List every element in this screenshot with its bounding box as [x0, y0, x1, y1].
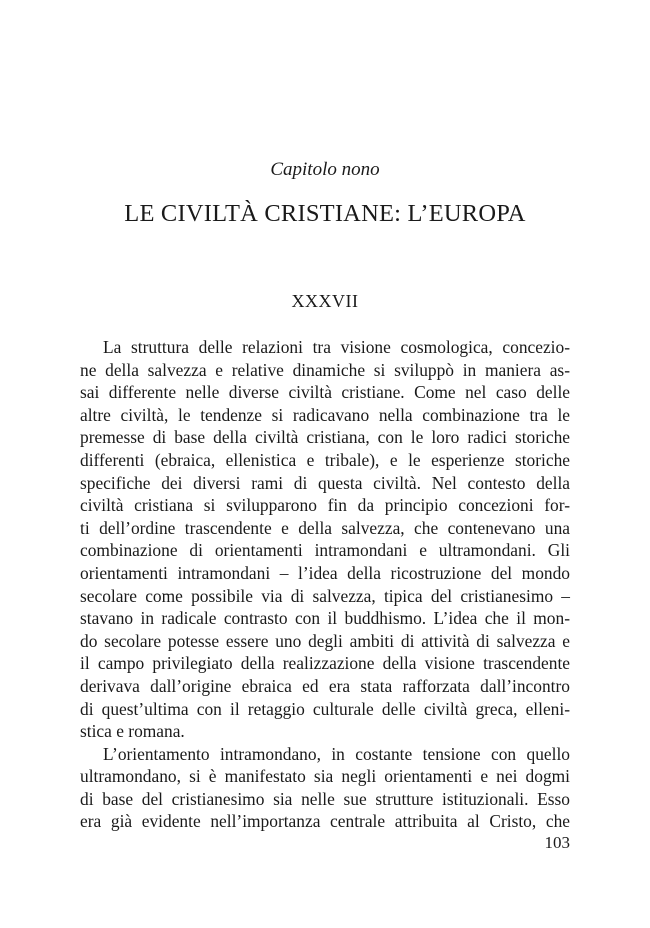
- text-line: premesse di base della civiltà cristiana, con le loro radici storiche: [80, 427, 570, 448]
- chapter-label: Capitolo nono: [270, 159, 380, 180]
- text-line: era già evidente nell’importanza centrale attribuita al Cristo, che: [80, 811, 570, 832]
- text-line: stavano in radicale contrasto con il buddhismo. L’idea che il mon-: [80, 608, 570, 629]
- text-line: combinazione di orientamenti intramondani e ultramondani. Gli: [80, 540, 570, 561]
- text-line: secolare come possibile via di salvezza, tipica del cristianesimo –: [80, 585, 570, 606]
- text-line: derivava dall’origine ebraica ed era stata rafforzata dall’incontro: [80, 675, 570, 696]
- text-line: di base del cristianesimo sia nelle sue strutture istituzionali. Esso: [80, 788, 570, 809]
- text-line: La struttura delle relazioni tra visione cosmologica, concezio-: [103, 337, 570, 357]
- text-line: il campo privilegiato della realizzazione della visione trascendente: [80, 653, 570, 674]
- text-line: sai differente nelle diverse civiltà cristiane. Come nel caso delle: [80, 382, 570, 403]
- text-line: civiltà cristiana si svilupparono fin da principio concezioni for-: [80, 495, 570, 516]
- text-line: do secolare potesse essere uno degli ambiti di attività di salvezza e: [80, 630, 570, 651]
- chapter-title: LE CIVILTÀ CRISTIANE: L’EUROPA: [124, 200, 526, 227]
- paragraph-1: [80, 336, 570, 743]
- text-line: orientamenti intramondani – l’idea della ricostruzione del mondo: [80, 562, 570, 583]
- text-line: di quest’ultima con il retaggio culturale delle civiltà greca, elleni-: [80, 698, 570, 719]
- text-line: ti dell’ordine trascendente e della salvezza, che contenevano una: [80, 517, 570, 538]
- text-line: altre civiltà, le tendenze si radicavano nella combinazione tra le: [80, 404, 570, 425]
- text-line: differenti (ebraica, ellenistica e tribale), e le esperienze storiche: [80, 449, 570, 470]
- text-line: stica e romana.: [80, 721, 185, 742]
- page-number: 103: [544, 833, 570, 852]
- text-line: specifiche dei diversi rami di questa civiltà. Nel contesto della: [80, 472, 570, 493]
- text-line: ne della salvezza e relative dinamiche si sviluppò in maniera as-: [80, 359, 570, 380]
- paragraph-2: [80, 743, 570, 833]
- text-line: ultramondano, si è manifestato sia negli orientamenti e nei dogmi: [80, 766, 570, 787]
- section-number: XXXVII: [291, 291, 359, 311]
- text-line: L’orientamento intramondano, in costante tensione con quello: [103, 743, 570, 764]
- body-text: [80, 336, 570, 833]
